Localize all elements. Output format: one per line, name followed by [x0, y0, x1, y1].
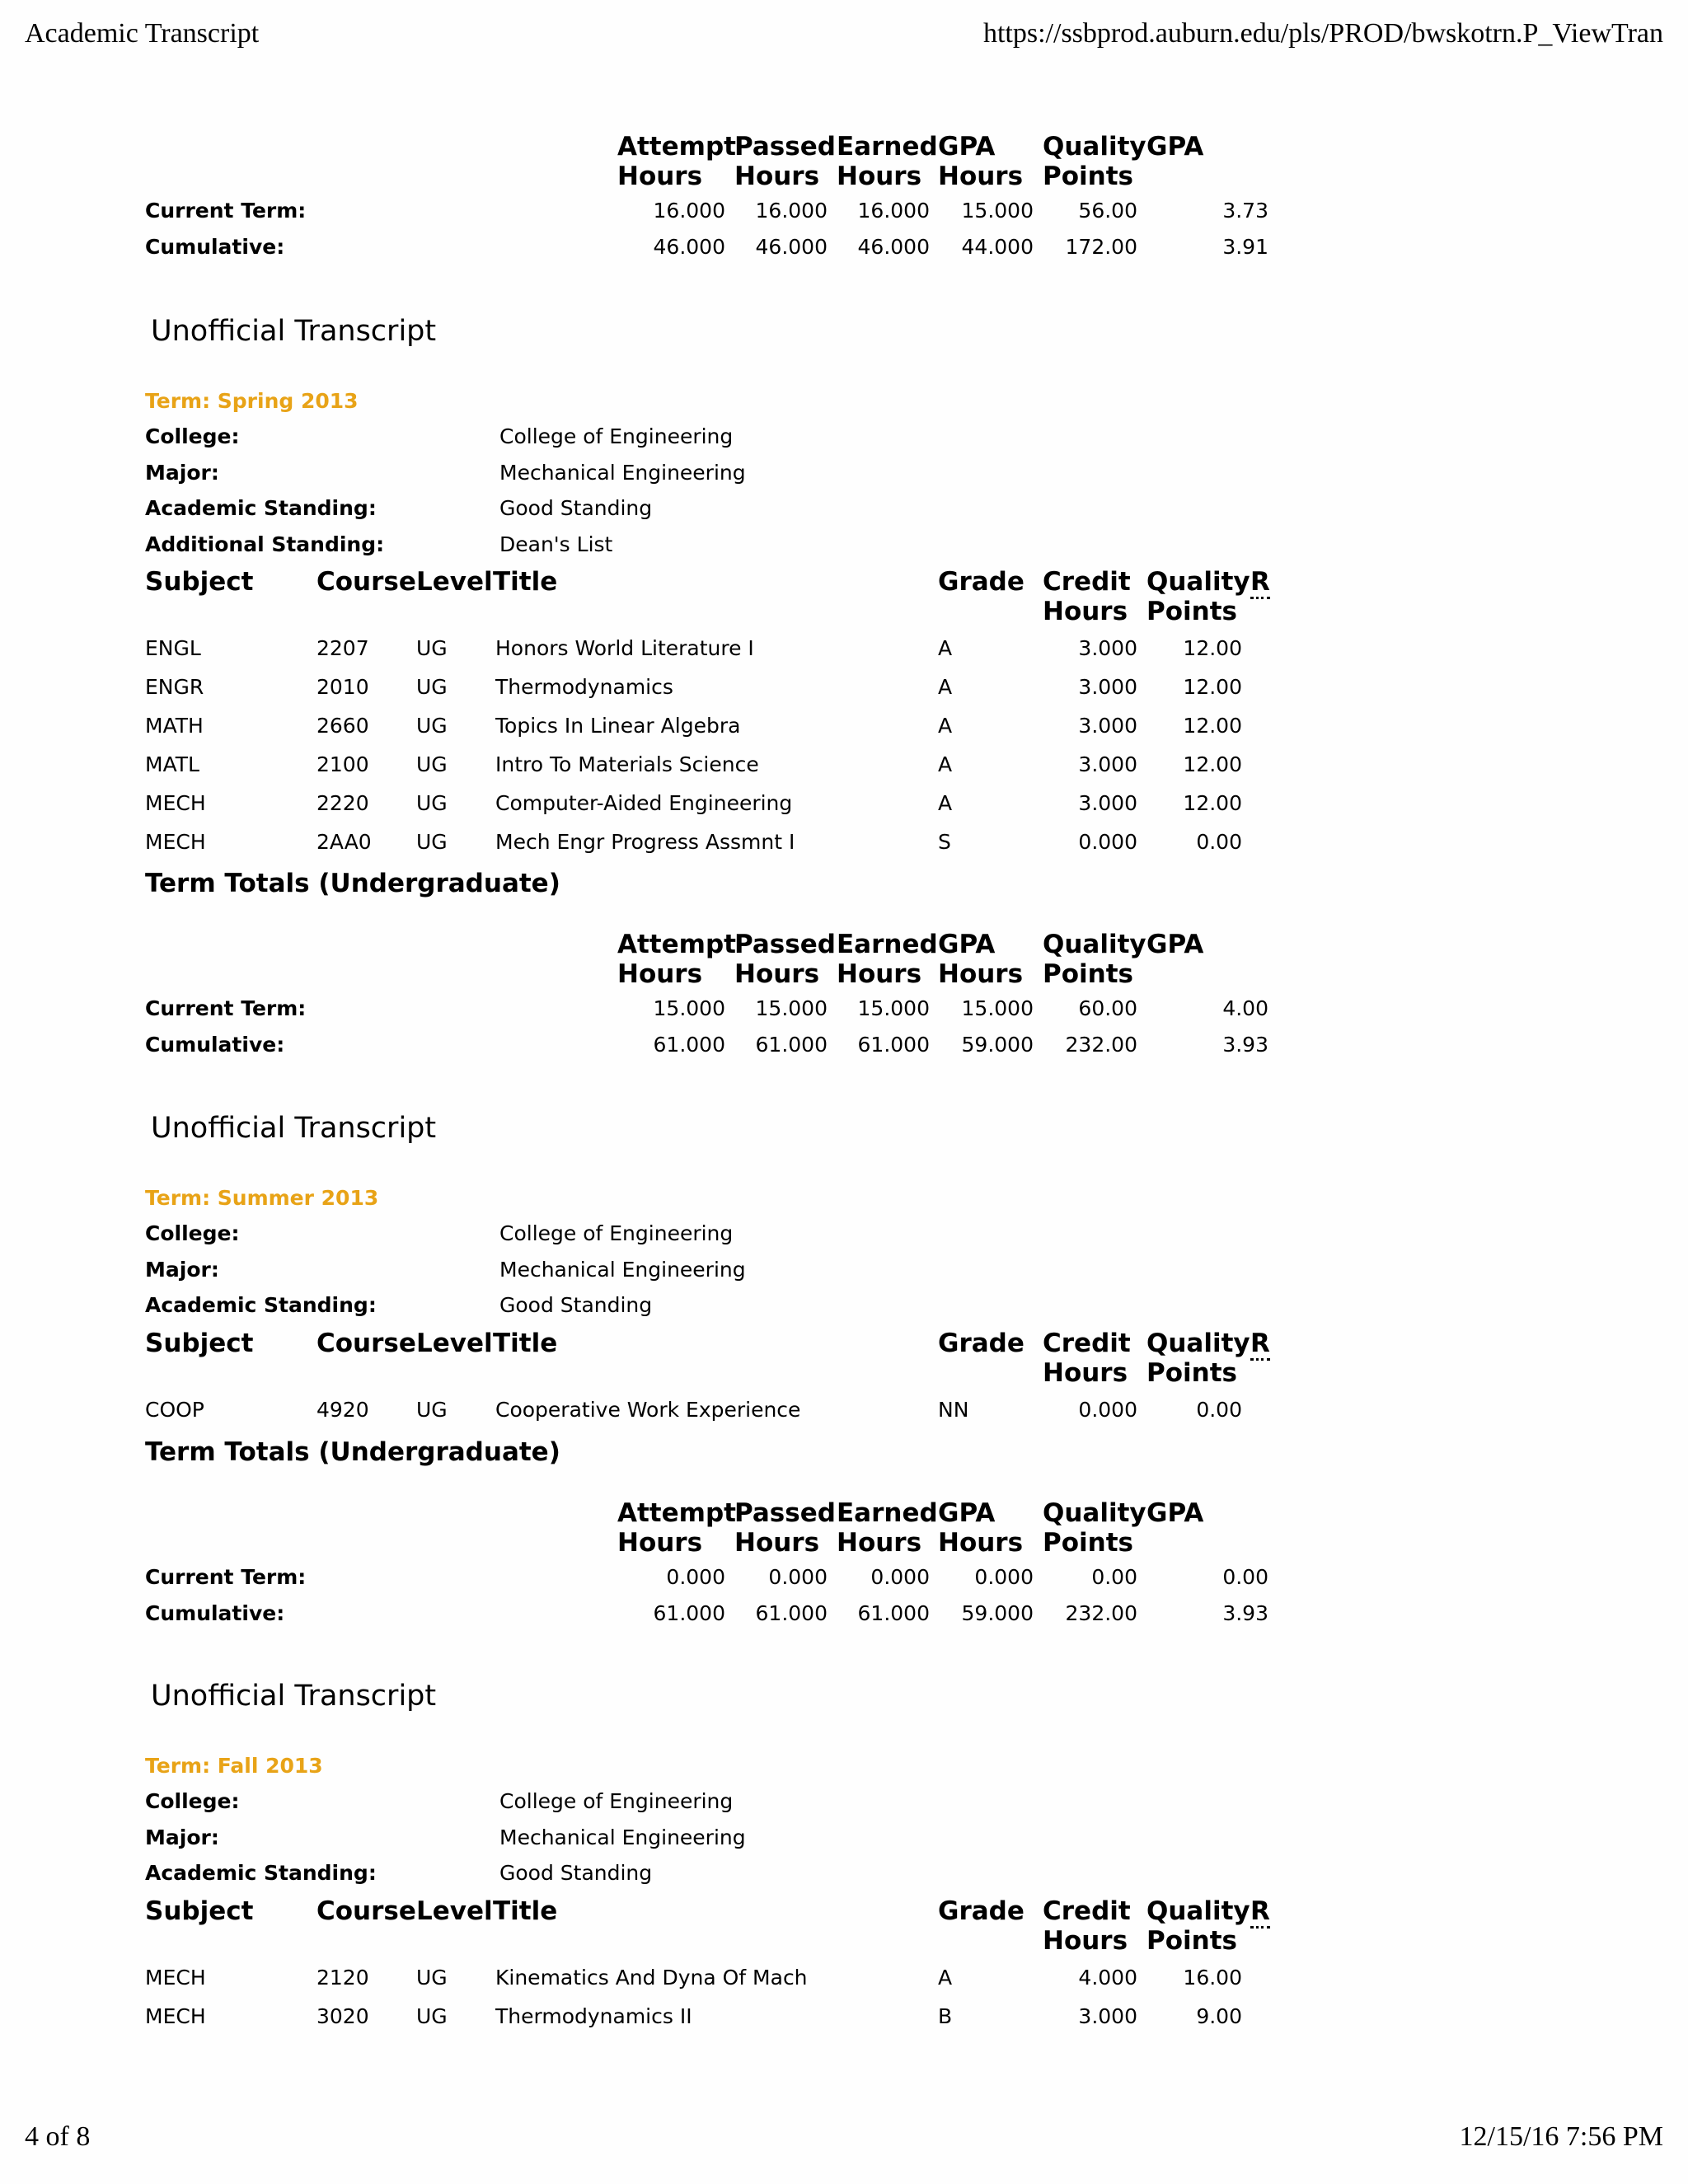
term2-college-value: College of Engineering — [499, 1789, 734, 1813]
term1-col-quality-2: Points — [1146, 1358, 1237, 1388]
term0-course-row-subject: MATH — [145, 714, 204, 738]
term0-major-value: Mechanical Engineering — [499, 461, 746, 485]
term0-totals-cumulative-label: Cumulative: — [145, 1033, 285, 1057]
term0-totals-cumulative-val: 59.000 — [961, 1033, 1034, 1057]
term0-college-label: College: — [145, 424, 240, 448]
term0-course-row-grade: A — [938, 791, 953, 815]
term1-term-name: Term: Summer 2013 — [145, 1186, 379, 1210]
term0-course-row-course: 2010 — [316, 675, 369, 699]
term1-standing-label: Academic Standing: — [145, 1293, 377, 1317]
term0-term-name: Term: Spring 2013 — [145, 389, 359, 413]
repeat-indicator-abbr: R — [1250, 1329, 1270, 1361]
term0-course-row-title: Computer-Aided Engineering — [495, 791, 793, 815]
term1-course-row-credit: 0.000 — [1078, 1398, 1137, 1422]
prev-totals-cumulative-val: 3.91 — [1222, 235, 1268, 259]
term0-totals-hdr-passed-2: Hours — [734, 959, 820, 989]
prev-totals-current-val: 3.73 — [1222, 199, 1268, 223]
prev-totals-hdr-gpa_hours-2: Hours — [938, 162, 1024, 191]
term1-col-grade: Grade — [938, 1329, 1025, 1358]
term0-course-row-grade: A — [938, 675, 953, 699]
term0-totals-cumulative-val: 61.000 — [857, 1033, 930, 1057]
prev-totals-cumulative-label: Cumulative: — [145, 235, 285, 259]
term1-totals-current-label: Current Term: — [145, 1565, 307, 1589]
term2-col-quality-1: Quality — [1146, 1896, 1250, 1926]
term1-totals-current-val: 0.000 — [974, 1565, 1034, 1589]
term1-totals-current-val: 0.000 — [768, 1565, 828, 1589]
term0-course-row-level: UG — [416, 636, 448, 660]
term1-totals-hdr-attempt-2: Hours — [617, 1528, 703, 1558]
term0-col-course: Course — [316, 567, 416, 597]
term2-college-label: College: — [145, 1789, 240, 1813]
prev-totals-cumulative-val: 172.00 — [1065, 235, 1137, 259]
term0-course-row-grade: S — [938, 830, 951, 854]
term1-col-credit-1: Credit — [1043, 1329, 1131, 1358]
term1-totals-hdr-earned-2: Hours — [837, 1528, 922, 1558]
term1-col-level: Level — [416, 1329, 493, 1358]
term2-course-row-credit: 3.000 — [1078, 2004, 1137, 2028]
term2-course-row-grade: B — [938, 2004, 953, 2028]
term2-major-label: Major: — [145, 1825, 219, 1849]
term1-col-course: Course — [316, 1329, 416, 1358]
term0-standing-value: Good Standing — [499, 496, 653, 520]
term0-course-row-quality: 12.00 — [1183, 752, 1242, 776]
term0-col-subject: Subject — [145, 567, 254, 597]
term0-col-title: Title — [493, 567, 558, 597]
term0-totals-current-val: 4.00 — [1222, 996, 1268, 1020]
term0-totals-hdr-gpa: GPA — [1146, 930, 1204, 959]
term2-course-row-course: 2120 — [316, 1966, 369, 1990]
prev-totals-cumulative-val: 46.000 — [755, 235, 828, 259]
term0-totals-hdr-passed-1: Passed — [734, 930, 836, 959]
prev-totals-current-val: 16.000 — [857, 199, 930, 223]
repeat-indicator-abbr: R — [1250, 567, 1270, 599]
term2-course-row-quality: 16.00 — [1183, 1966, 1242, 1990]
prev-totals-hdr-earned-1: Earned — [837, 132, 938, 162]
term0-totals-hdr-attempt-1: Attempt — [617, 930, 736, 959]
prev-totals-hdr-quality-1: Quality — [1043, 132, 1146, 162]
term0-course-row-subject: MATL — [145, 752, 199, 776]
print-title: Academic Transcript — [25, 18, 260, 49]
term0-course-row-credit: 3.000 — [1078, 675, 1137, 699]
term0-course-row-subject: MECH — [145, 830, 206, 854]
term2-col-credit-1: Credit — [1043, 1896, 1131, 1926]
term0-col-credit-2: Hours — [1043, 597, 1128, 626]
term2-course-row-level: UG — [416, 1966, 448, 1990]
term1-totals-cumulative-val: 232.00 — [1065, 1601, 1137, 1625]
term0-course-row-subject: ENGL — [145, 636, 201, 660]
term1-totals-current-val: 0.00 — [1091, 1565, 1137, 1589]
term1-totals-current-val: 0.000 — [870, 1565, 930, 1589]
term0-course-row-course: 2207 — [316, 636, 369, 660]
term1-totals-hdr-passed-2: Hours — [734, 1528, 820, 1558]
term1-course-row-subject: COOP — [145, 1398, 204, 1422]
term1-course-row-level: UG — [416, 1398, 448, 1422]
term1-course-row-title: Cooperative Work Experience — [495, 1398, 801, 1422]
term0-totals-cumulative-val: 3.93 — [1222, 1033, 1268, 1057]
term0-course-row-quality: 12.00 — [1183, 636, 1242, 660]
term1-term-totals: Term Totals (Undergraduate) — [145, 1437, 560, 1467]
term0-totals-hdr-gpa_hours-2: Hours — [938, 959, 1024, 989]
term2-col-title: Title — [493, 1896, 558, 1926]
term0-totals-cumulative-val: 232.00 — [1065, 1033, 1137, 1057]
prev-totals-hdr-earned-2: Hours — [837, 162, 922, 191]
prev-totals-cumulative-val: 44.000 — [961, 235, 1034, 259]
term0-course-row-level: UG — [416, 714, 448, 738]
term0-col-quality-2: Points — [1146, 597, 1237, 626]
prev-totals-hdr-passed-2: Hours — [734, 162, 820, 191]
prev-totals-current-val: 16.000 — [755, 199, 828, 223]
term0-course-row-level: UG — [416, 830, 448, 854]
term1-course-row-course: 4920 — [316, 1398, 369, 1422]
term0-course-row-credit: 3.000 — [1078, 791, 1137, 815]
term1-unofficial-title: Unofficial Transcript — [151, 1112, 437, 1145]
term1-col-r — [1250, 1329, 1270, 1358]
term1-totals-hdr-gpa_hours-2: Hours — [938, 1528, 1024, 1558]
term0-totals-current-val: 15.000 — [653, 996, 725, 1020]
term0-course-row-subject: MECH — [145, 791, 206, 815]
term0-course-row-title: Thermodynamics — [495, 675, 673, 699]
term0-col-credit-1: Credit — [1043, 567, 1131, 597]
term0-col-r — [1250, 567, 1270, 597]
term0-course-row-title: Mech Engr Progress Assmnt I — [495, 830, 795, 854]
prev-totals-hdr-passed-1: Passed — [734, 132, 836, 162]
print-datetime: 12/15/16 7:56 PM — [1459, 2121, 1663, 2152]
prev-totals-current-val: 56.00 — [1078, 199, 1137, 223]
term1-totals-hdr-quality-1: Quality — [1043, 1498, 1146, 1528]
repeat-indicator-abbr: R — [1250, 1896, 1270, 1929]
term0-course-row-grade: A — [938, 636, 953, 660]
prev-totals-hdr-attempt-1: Attempt — [617, 132, 736, 162]
term2-course-row-subject: MECH — [145, 2004, 206, 2028]
term2-col-grade: Grade — [938, 1896, 1025, 1926]
term0-totals-current-val: 15.000 — [755, 996, 828, 1020]
term1-col-title: Title — [493, 1329, 558, 1358]
term0-totals-current-val: 60.00 — [1078, 996, 1137, 1020]
term1-major-label: Major: — [145, 1258, 219, 1282]
term0-course-row-level: UG — [416, 752, 448, 776]
term0-course-row-grade: A — [938, 714, 953, 738]
term0-course-row-subject: ENGR — [145, 675, 204, 699]
term2-course-row-title: Thermodynamics II — [495, 2004, 692, 2028]
term0-totals-hdr-quality-1: Quality — [1043, 930, 1146, 959]
term0-course-row-quality: 12.00 — [1183, 714, 1242, 738]
print-url: https://ssbprod.auburn.edu/pls/PROD/bwskotrn.P_ViewTran — [982, 18, 1663, 49]
term0-course-row-quality: 0.00 — [1196, 830, 1242, 854]
term0-totals-hdr-earned-2: Hours — [837, 959, 922, 989]
term0-course-row-grade: A — [938, 752, 953, 776]
term0-term-totals: Term Totals (Undergraduate) — [145, 869, 560, 898]
term1-totals-hdr-earned-1: Earned — [837, 1498, 938, 1528]
prev-totals-current-val: 16.000 — [653, 199, 725, 223]
term0-col-grade: Grade — [938, 567, 1025, 597]
term2-course-row-grade: A — [938, 1966, 953, 1990]
term1-col-credit-2: Hours — [1043, 1358, 1128, 1388]
term1-col-subject: Subject — [145, 1329, 254, 1358]
term1-totals-cumulative-val: 59.000 — [961, 1601, 1034, 1625]
term0-totals-current-label: Current Term: — [145, 996, 307, 1020]
prev-totals-cumulative-val: 46.000 — [857, 235, 930, 259]
term1-totals-cumulative-label: Cumulative: — [145, 1601, 285, 1625]
term0-course-row-credit: 3.000 — [1078, 636, 1137, 660]
term1-college-value: College of Engineering — [499, 1221, 734, 1245]
term2-col-quality-2: Points — [1146, 1926, 1237, 1956]
term0-course-row-course: 2100 — [316, 752, 369, 776]
term1-totals-hdr-quality-2: Points — [1043, 1528, 1133, 1558]
term0-standing-label: Academic Standing: — [145, 496, 377, 520]
term1-standing-value: Good Standing — [499, 1293, 653, 1317]
term0-course-row-course: 2AA0 — [316, 830, 372, 854]
term1-totals-cumulative-val: 61.000 — [755, 1601, 828, 1625]
prev-totals-current-label: Current Term: — [145, 199, 307, 223]
term0-course-row-level: UG — [416, 675, 448, 699]
term0-course-row-credit: 3.000 — [1078, 752, 1137, 776]
term2-course-row-course: 3020 — [316, 2004, 369, 2028]
term0-totals-cumulative-val: 61.000 — [653, 1033, 725, 1057]
term0-unofficial-title: Unofficial Transcript — [151, 315, 437, 348]
term1-totals-hdr-passed-1: Passed — [734, 1498, 836, 1528]
term0-totals-current-val: 15.000 — [961, 996, 1034, 1020]
term0-course-row-quality: 12.00 — [1183, 791, 1242, 815]
term2-col-r — [1250, 1896, 1270, 1926]
term0-totals-hdr-quality-2: Points — [1043, 959, 1133, 989]
term2-unofficial-title: Unofficial Transcript — [151, 1680, 437, 1713]
page-number: 4 of 8 — [25, 2121, 91, 2152]
prev-totals-hdr-gpa: GPA — [1146, 132, 1204, 162]
prev-totals-current-val: 15.000 — [961, 199, 1034, 223]
term0-course-row-course: 2220 — [316, 791, 369, 815]
prev-totals-cumulative-val: 46.000 — [653, 235, 725, 259]
term1-totals-hdr-attempt-1: Attempt — [617, 1498, 736, 1528]
term2-major-value: Mechanical Engineering — [499, 1825, 746, 1849]
term1-totals-hdr-gpa_hours-1: GPA — [938, 1498, 996, 1528]
term0-course-row-title: Honors World Literature I — [495, 636, 754, 660]
term2-col-subject: Subject — [145, 1896, 254, 1926]
term2-col-credit-2: Hours — [1043, 1926, 1128, 1956]
term2-standing-label: Academic Standing: — [145, 1861, 377, 1885]
term2-col-level: Level — [416, 1896, 493, 1926]
term0-course-row-quality: 12.00 — [1183, 675, 1242, 699]
term0-additional-value: Dean's List — [499, 532, 613, 556]
prev-totals-hdr-gpa_hours-1: GPA — [938, 132, 996, 162]
term0-course-row-credit: 0.000 — [1078, 830, 1137, 854]
term2-course-row-quality: 9.00 — [1196, 2004, 1242, 2028]
term0-totals-hdr-earned-1: Earned — [837, 930, 938, 959]
term1-totals-cumulative-val: 61.000 — [653, 1601, 725, 1625]
term1-course-row-grade: NN — [938, 1398, 969, 1422]
term0-totals-hdr-attempt-2: Hours — [617, 959, 703, 989]
term2-term-name: Term: Fall 2013 — [145, 1754, 323, 1778]
term1-totals-hdr-gpa: GPA — [1146, 1498, 1204, 1528]
term0-totals-current-val: 15.000 — [857, 996, 930, 1020]
term1-major-value: Mechanical Engineering — [499, 1258, 746, 1282]
term0-totals-hdr-gpa_hours-1: GPA — [938, 930, 996, 959]
term2-course-row-credit: 4.000 — [1078, 1966, 1137, 1990]
term2-standing-value: Good Standing — [499, 1861, 653, 1885]
term2-course-row-level: UG — [416, 2004, 448, 2028]
term1-totals-current-val: 0.000 — [666, 1565, 725, 1589]
term0-additional-label: Additional Standing: — [145, 532, 385, 556]
term0-college-value: College of Engineering — [499, 424, 734, 448]
term0-totals-cumulative-val: 61.000 — [755, 1033, 828, 1057]
term2-col-course: Course — [316, 1896, 416, 1926]
term1-totals-current-val: 0.00 — [1222, 1565, 1268, 1589]
prev-totals-hdr-quality-2: Points — [1043, 162, 1133, 191]
term1-col-quality-1: Quality — [1146, 1329, 1250, 1358]
term0-course-row-credit: 3.000 — [1078, 714, 1137, 738]
term1-totals-cumulative-val: 61.000 — [857, 1601, 930, 1625]
prev-totals-hdr-attempt-2: Hours — [617, 162, 703, 191]
term0-course-row-course: 2660 — [316, 714, 369, 738]
term0-col-quality-1: Quality — [1146, 567, 1250, 597]
term0-course-row-title: Topics In Linear Algebra — [495, 714, 741, 738]
term2-course-row-title: Kinematics And Dyna Of Mach — [495, 1966, 808, 1990]
term0-col-level: Level — [416, 567, 493, 597]
term2-course-row-subject: MECH — [145, 1966, 206, 1990]
term1-totals-cumulative-val: 3.93 — [1222, 1601, 1268, 1625]
term0-course-row-title: Intro To Materials Science — [495, 752, 759, 776]
term1-course-row-quality: 0.00 — [1196, 1398, 1242, 1422]
term0-major-label: Major: — [145, 461, 219, 485]
term0-course-row-level: UG — [416, 791, 448, 815]
term1-college-label: College: — [145, 1221, 240, 1245]
